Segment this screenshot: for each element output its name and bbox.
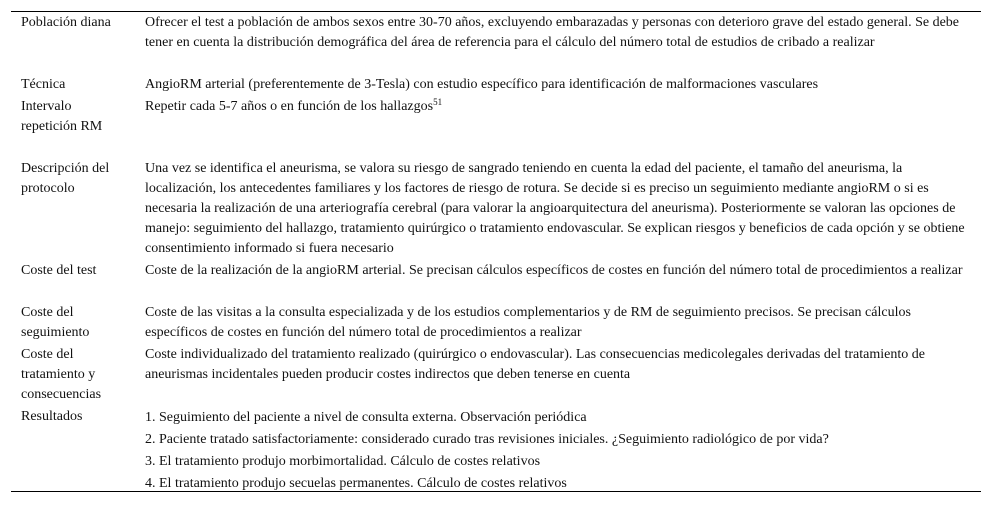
- reference-superscript: 51: [433, 97, 443, 107]
- list-item: 4. El tratamiento produjo secuelas permanentes. Cálculo de costes relativos: [145, 476, 567, 491]
- table-row: [11, 75, 981, 97]
- table-row: [11, 12, 981, 75]
- results-list: [145, 407, 981, 491]
- row-label: Intervalo repetición RM: [21, 99, 103, 134]
- table-row: [11, 407, 981, 491]
- list-item: 2. Paciente tratado satisfactoriamente: considerado curado tras revisiones iniciales. ¿Seguimiento radiológico de por vida?: [145, 432, 829, 447]
- row-label: Coste del seguimiento: [21, 305, 90, 340]
- row-label: Resultados: [21, 409, 83, 424]
- table-row: [11, 303, 981, 345]
- protocol-table: [11, 11, 981, 492]
- row-label: Población diana: [21, 15, 111, 30]
- row-content-text: Repetir cada 5-7 años o en función de los hallazgos: [145, 99, 434, 114]
- row-content: Coste de las visitas a la consulta especializada y de los estudios complementarios y de RM de seguimiento precisos. Se precisan cálculos específicos de costes en función del número total de procedimientos a realizar: [145, 305, 911, 340]
- row-content: Coste de la realización de la angioRM arterial. Se precisan cálculos específicos de costes en función del número total de procedimientos a realizar: [145, 263, 963, 278]
- row-content: Una vez se identifica el aneurisma, se valora su riesgo de sangrado teniendo en cuenta la edad del paciente, el tamaño del aneurisma, la localización, los antecedentes familiares y los factores de riesgo de rotura. Se decide si es preciso un seguimiento mediante angioRM o si es necesaria la realización de una arteriografía cerebral (para valorar la angioarquitectura del aneurisma). Posteriormente se valoran las opciones de manejo: seguimiento del hallazgo, tratamiento quirúrgico o tratamiento endovascular. Se explican riesgos y beneficios de cada opción y se obtiene consentimiento informado si fuera necesario: [145, 161, 965, 256]
- row-content: [145, 97, 981, 159]
- row-label: Técnica: [21, 77, 66, 92]
- table-row: [11, 97, 981, 159]
- row-content: Coste individualizado del tratamiento realizado (quirúrgico o endovascular). Las consecuencias medicolegales derivadas del tratamiento de aneurismas incidentales pueden producir costes indirectos que deben tenerse en cuenta: [145, 347, 925, 382]
- list-item: 1. Seguimiento del paciente a nivel de consulta externa. Observación periódica: [145, 410, 587, 425]
- table-row: [11, 345, 981, 407]
- row-label: Coste del test: [21, 263, 97, 278]
- row-content: AngioRM arterial (preferentemente de 3-Tesla) con estudio específico para identificación de malformaciones vasculares: [145, 77, 819, 92]
- row-content: Ofrecer el test a población de ambos sexos entre 30-70 años, excluyendo embarazadas y personas con deterioro grave del estado general. Se debe tener en cuenta la distribución demográfica del área de referencia para el cálculo del número total de estudios de cribado a realizar: [145, 15, 960, 50]
- row-label: Descripción del protocolo: [21, 161, 110, 196]
- table-row: [11, 261, 981, 303]
- list-item: 3. El tratamiento produjo morbimortalidad. Cálculo de costes relativos: [145, 454, 541, 469]
- row-label: Coste del tratamiento y consecuencias: [21, 347, 102, 402]
- table-row: [11, 159, 981, 261]
